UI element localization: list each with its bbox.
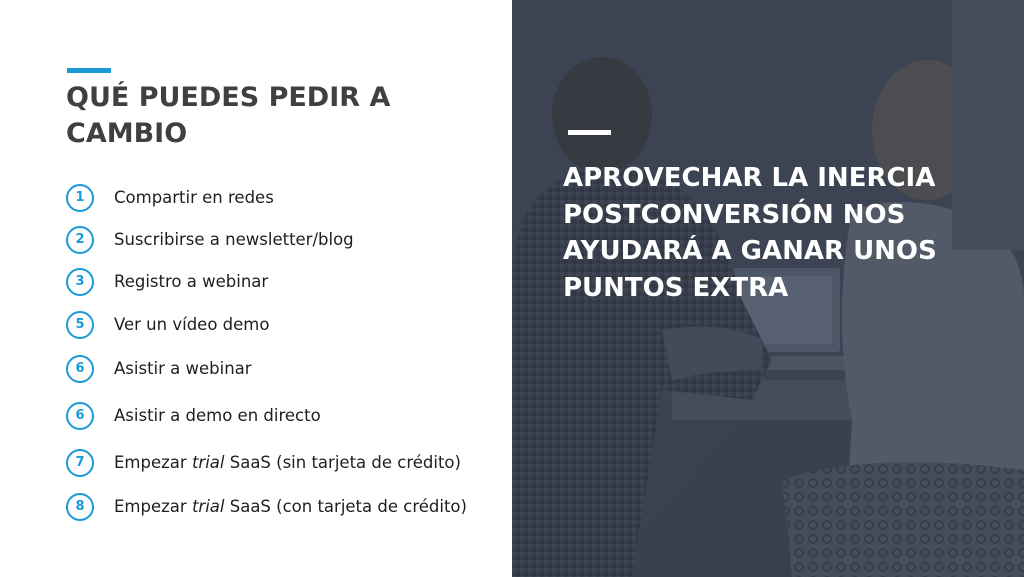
right-panel <box>512 0 1024 577</box>
list-item <box>66 355 496 389</box>
list-item <box>66 402 496 436</box>
slide-heading: QUÉ PUEDES PEDIR A CAMBIO <box>66 82 391 149</box>
list-item <box>66 268 496 302</box>
list-item-text: Suscribirse a newsletter/blog <box>114 230 354 249</box>
list-item <box>66 493 496 527</box>
number-badge: 7 <box>66 449 94 477</box>
list-item <box>66 226 496 260</box>
list-item-text: Empezar trial SaaS (con tarjeta de crédito) <box>114 497 467 516</box>
list-item <box>66 184 496 218</box>
list-item-text: Asistir a demo en directo <box>114 406 321 425</box>
list-item-text: Ver un vídeo demo <box>114 315 270 334</box>
list-item-text: Asistir a webinar <box>114 359 252 378</box>
number-badge: 8 <box>66 493 94 521</box>
list-item-text: Empezar trial SaaS (sin tarjeta de crédito) <box>114 453 461 472</box>
number-badge: 3 <box>66 268 94 296</box>
list-item <box>66 449 496 483</box>
list-item <box>66 311 496 345</box>
number-badge: 2 <box>66 226 94 254</box>
list-item-text: Registro a webinar <box>114 272 269 291</box>
callout-text: APROVECHAR LA INERCIA POSTCONVERSIÓN NOS AYUDARÁ A GANAR UNOS PUNTOS EXTRA <box>563 163 937 303</box>
list-item-text: Compartir en redes <box>114 188 274 207</box>
number-badge: 5 <box>66 311 94 339</box>
number-badge: 6 <box>66 355 94 383</box>
accent-bar <box>67 68 111 73</box>
number-badge: 1 <box>66 184 94 212</box>
number-badge: 6 <box>66 402 94 430</box>
white-accent-bar <box>568 130 611 135</box>
